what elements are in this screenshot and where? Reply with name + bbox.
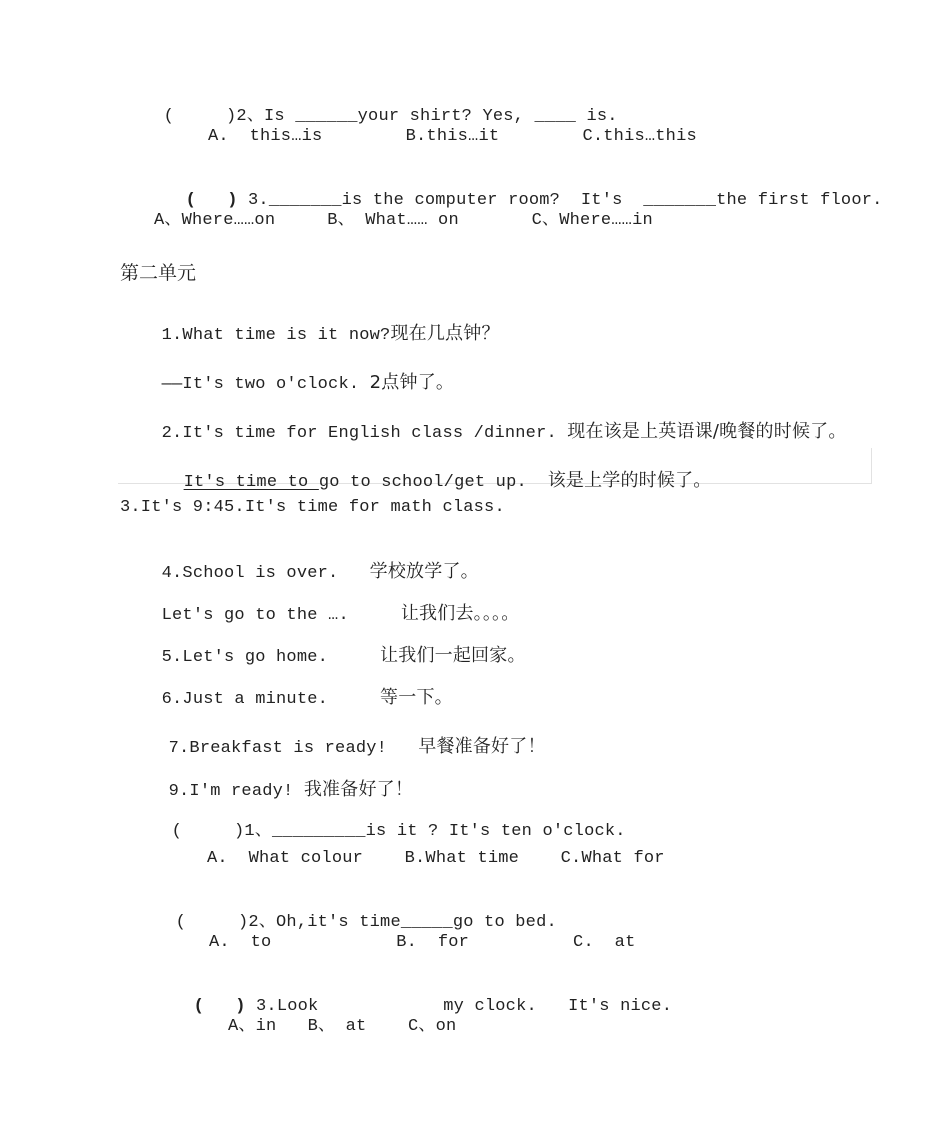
- answer-paren: ( ): [193, 997, 246, 1016]
- sentence-cn: 学校放学了。: [369, 561, 479, 582]
- sentence-en: 1.What time is it now?: [161, 326, 391, 345]
- sentence-en: Let's go to the ….: [161, 606, 401, 625]
- question-stem: 3.Look my clock. It's nice.: [256, 997, 673, 1016]
- answer-paren: ( ): [163, 107, 237, 126]
- sentence-en: 5.Let's go home.: [161, 648, 381, 667]
- sentence-en: 4.School is over.: [161, 564, 370, 583]
- options-u1-q3: A、Where……on B、 What…… on C、Where……in: [154, 211, 653, 230]
- sentence-cn: 让我们去。。。。: [400, 603, 520, 624]
- answer-paren: ( ): [185, 191, 238, 210]
- section-heading: 第二单元: [120, 262, 197, 284]
- sentence-en: 2.It's time for English class /dinner.: [161, 424, 568, 443]
- sentence-cn: 早餐准备好了！: [418, 736, 546, 757]
- sentence-cn: 我准备好了！: [303, 779, 414, 800]
- sentence-en: go to school/get up.: [318, 473, 548, 492]
- sentence-cn: 现在几点钟？: [390, 323, 500, 344]
- answer-paren: ( ): [175, 913, 249, 932]
- question-stem: 2、Oh,it's time_____go to bed.: [248, 913, 557, 932]
- sentence-en: 6.Just a minute.: [161, 690, 381, 709]
- sentence-en: ——It's two o'clock.: [161, 375, 370, 394]
- options-u1-q2: A. this…is B.this…it C.this…this: [208, 127, 697, 146]
- underlined-phrase: It's time to: [183, 473, 319, 492]
- sentence-en: 9.I'm ready!: [168, 782, 304, 801]
- sentence-cn: 该是上学的时候了。: [547, 470, 712, 491]
- question-stem: 2、Is ______your shirt? Yes, ____ is.: [236, 107, 618, 126]
- sentence-cn: 现在该是上英语课/晚餐的时候了。: [567, 421, 847, 442]
- sentence-en: 7.Breakfast is ready!: [168, 739, 419, 758]
- sentence-3: 3.It's 9:45.It's time for math class.: [120, 498, 505, 517]
- answer-paren: ( ): [171, 822, 245, 841]
- question-stem: 1、_________is it ? It's ten o'clock.: [244, 822, 626, 841]
- options-u2-q1: A. What colour B.What time C.What for: [207, 849, 665, 868]
- question-stem: 3._______is the computer room? It's _______the first floor.: [248, 191, 883, 210]
- sentence-cn: 等一下。: [380, 687, 453, 708]
- sentence-cn: 让我们一起回家。: [380, 645, 526, 666]
- options-u2-q3: A、in B、 at C、on: [228, 1017, 457, 1036]
- options-u2-q2: A. to B. for C. at: [209, 933, 636, 952]
- sentence-cn: 2点钟了。: [369, 372, 455, 393]
